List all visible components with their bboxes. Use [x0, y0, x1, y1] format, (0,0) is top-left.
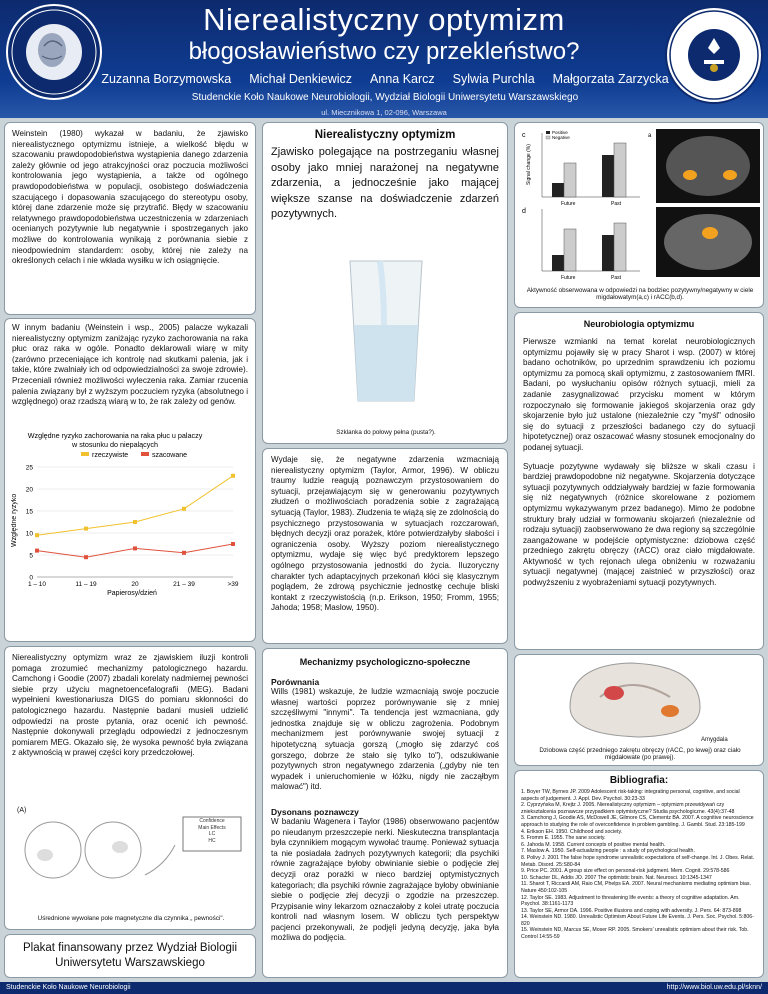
smokers-paragraph: W innym badaniu (Weinstein i wsp., 2005) palacze wykazali nierealistyczny optymizm zaniżając ryzyko zachorowania na raka płuc oraz raka w ogóle. Ponadto deklarowali wiarę w mity (zarówno przeceniające ich kontrolę nad skutkami palenia, jak i takie, które zwalniały ich od odpowiedzialności za swoje zdrowie). Przeceniali również możliwości wyleczenia raka. Zamiar rzucenia palenia związany był z wyższym poczuciem ryzyka (absolutnego i względnego) oraz rzadszą wiarą w to, że rak zależy od genów.: [12, 323, 248, 407]
data-point: [231, 542, 235, 546]
amygdala-label: Amygdala: [701, 737, 728, 743]
header-banner: [0, 0, 768, 118]
neurobiology-paragraph-2: Sytuacje pozytywne wydawały się bliższe w skali czasu i bardziej prawdopodobne niż negatywne. Skojarzenia dotyczące sytuacji pozytywnych oddziaływały bardziej w fazie formowania się niż negatywnych (różnice skorelowane z poziomem optymizmu wykazywanym przez badanego). Mimo że podobne struktury brały udział w formowaniu skojarzeń (niezależnie od rodzaju sytuacji) zaobserwowano że dwa regiony są szczególnie zaangażowane w podejście optymistyczne: dziobowa część przedniego zakrętu obręczy (rACC) oraz ciało migdałowate. Aktywność w tych rejonach ulega obniżeniu w rozważaniu sytuacji negatywnej (mającej zaistnieć w przyszłości) oraz podwyższeniu z wyobrażeniami sytuacji pozytywnych.: [523, 461, 755, 588]
neurobiology-paragraph-1: Pierwsze wzmianki na temat korelat neurobiologicznych optymizmu pojawiły się w pracy Sharot i wsp. (2007) w której badano ochotników, po uprzednim sprawdzeniu ich poziomu optymizmu za pomocą skali optymizmu, z zastosowaniem fMRI. Badani, po wysłuchaniu opisów różnych sytuacji, mieli za zadanie zasygnalizować przycisku moment w którym rozpoczynało się formowanie jakiegoś skojarzenia oraz gdy skojarzenie było już ustalone (niezależnie czy "myśl" odnosiło się do sytuacji z przeszłości badanego czy do sytuacji hipotetycznej) oraz oszacować własny stosunek emocjonalny do podanej sytuacji.: [523, 337, 755, 452]
legend-label: rzeczywiste: [92, 452, 129, 459]
data-point: [133, 546, 137, 550]
funding-text: Plakat finansowany przez Wydział Biologii Uniwersytetu Warszawskiego: [22, 942, 238, 969]
legend-swatch: [141, 452, 149, 456]
reference-item: 15. Weinstein ND, Marcus SE, Moser RP. 2005. Smokers' unrealistic optimism about their risk. Tob. Control 14:55-59: [521, 927, 749, 941]
legend-hc: HC: [208, 837, 216, 844]
data-point: [84, 555, 88, 559]
legend-lc: LC: [208, 831, 216, 837]
y-tick-label: 15: [25, 508, 33, 516]
data-point: [182, 551, 186, 555]
legend-label: szacowane: [152, 452, 188, 459]
dissonance-paragraph: W badaniu Wagenera i Taylor (1986) obserwowano pacjentów po nieudanym przeszczepie nerki. Nieskuteczna transplantacja była czynnikiem mogącym wywołać traumę. Ponieważ sytuacja ta nie posiadała żadnych pozytywnych kategorii; dla psychiki równie zagrażające byłoby obwinianie siebie o podjęcie złej decyzji oraz porażki w nieco bardziej optymistycznych kategoriach; dla psychiki równie zagrażające byłoby obwinianie siebie o podjęcie złej decyzji o zgodzie na przeszczep. Przypisanie winy lekarzom oznaczałoby z kolei utratę poczucia kontroli nad własnym losem. W obliczu tych perspektyw pacjenci przekonywali, że podjęli jedyną decyzję, jaka była możliwa do podjęcia.: [271, 816, 499, 943]
author: Małgorzata Zarzycka: [552, 72, 669, 86]
legend-label: Positive: [552, 130, 568, 135]
x-label: Past: [611, 201, 622, 207]
comparison-heading: Porównania: [271, 677, 320, 687]
footer-club: Studenckie Koło Naukowe Neurobiologii: [6, 984, 131, 991]
poster-title: Nierealistyczny optymizm: [203, 2, 565, 37]
adaptation-section: [262, 448, 508, 644]
legend-label: Negative: [552, 135, 570, 140]
reference-item: 9. Price PC. 2001. A group size effect on personal-risk judgment. Mem. Cognit. 29:578-586: [521, 868, 730, 875]
glass-caption: Szklanka do połowy pełna (pusta?).: [336, 429, 436, 436]
definition-heading: Nierealistyczny optymizm: [314, 129, 456, 141]
meg-caption: Uśrednione wywołane pole magnetyczne dla czynnika „ pewności".: [37, 915, 225, 922]
brain-image: [550, 657, 730, 741]
reference-item: 12. Taylor SE. 1983. Adjustment to threatening life events: a theory of cognitive adaptation. Am. Psychol. 38:1161-1173: [521, 894, 740, 908]
meg-panel-label: (A): [17, 807, 27, 814]
address: ul. Miecznikowa 1, 02-096, Warszawa: [321, 108, 447, 117]
club-logo: [6, 4, 102, 100]
x-tick-label: 1 – 10: [27, 581, 47, 588]
funding-box: [4, 934, 256, 978]
poster-subtitle: błogosławieństwo czy przekleństwo?: [188, 38, 580, 65]
y-tick-label: 0: [29, 574, 33, 582]
y-tick-label: 10: [25, 530, 33, 538]
gambling-paragraph: Nierealistyczny optymizm wraz ze zjawiskiem iluzji kontroli pomaga zrozumieć mechanizmy patologicznego hazardu. Camchong i Goodie (2007) zbadali korelaty nadmiernej pewności siebie przy użyciu magnetoencefalografii (MEG). Badani wypełnieni kwestionariusza DIGS do pomiaru skłonności do patologicznego hazardu. Następnie badani musieli udzielić odpowiedzi na proste pytania, oraz ocenić ich pewność. Następnie dokonywali przeglądu odpowiedzi z jednoczesnym pomiarem MEG. Okazało się, że wysoka pewność była związana z aktywnością w prawej części kory przedczołowej.: [12, 653, 248, 758]
legend-title: Confidence: [199, 818, 225, 824]
data-point: [133, 520, 137, 524]
fmri-caption: Aktywność obserwowana w odpowiedzi na bodziec pozytywny/negatywny w ciele migdałowatym(a,c) i rACC(b,d).: [526, 287, 754, 301]
bibliography-section: [514, 770, 764, 978]
fmri-bar-figure: [516, 125, 764, 285]
x-axis-label: Papierosy/dzień: [107, 590, 157, 597]
reference-item: 4. Erikson EH. 1950. Childhood and society.: [521, 828, 623, 835]
reference-item: 5. Fromm E. 1955. The sane society.: [521, 835, 606, 842]
risk-line-chart: [11, 427, 249, 597]
y-tick-label: 20: [25, 486, 33, 494]
reference-list: [521, 789, 757, 941]
data-point: [35, 533, 39, 537]
dissonance-heading: Dysonans poznawczy: [271, 806, 359, 817]
brain-figure-box: [514, 654, 764, 766]
x-label: Future: [561, 201, 576, 207]
weinstein-section: [4, 122, 256, 315]
adaptation-paragraph: Wydaje się, że negatywne zdarzenia wzmacniają nierealistyczny optymizm (Taylor, Armor, 1996). W obliczu traumy ludzie reagują poznawczym przystosowaniem do sytuacji, przejawiającym się w generowaniu pozytywnych złudzeń o możliwościach poradzenia sobie z zagrażającą sytuacją (Taylor, 1983). Złudzenia te wiążą się ze zdolnością do psychicznego przystosowania w sytuacjach rozczarowań, błędnych decyzji oraz porażek, które potwierdzałyby słabości i ograniczenia osoby. Wyższy poziom nierealistycznego optymizmu, wydaje się więc być predyktorem lepszego ogólnego przystosowania jednostki do życia. Iluzoryczny charakter tych adaptacyjnych przekonań kłóci się klasycznym poglądem, że zdrową psychicznie jednostkę cechuje bliski kontakt z rzeczywistością (n.p. Erikson, 1950; Fromm, 1955; Jahoda; 1958; Maslow, 1950).: [271, 455, 499, 613]
footer-bar: [0, 982, 768, 994]
author: Sylwia Purchla: [452, 72, 535, 86]
x-tick-label: 20: [131, 581, 139, 588]
meg-figure: [15, 805, 247, 905]
panel-label: c: [522, 132, 526, 139]
series-line: [37, 476, 233, 535]
comparison-paragraph: Wills (1981) wskazuje, że ludzie wzmacniają swoje poczucie własnej wartości poprzez porównywanie się z mniej szczęśliwymi "innymi". Ta tendencja jest wzmacniana, gdy jednostka znajduje się w obliczu zagrożenia. Podobnym mechanizmem jest porównywanie swojej sytuacji z hipotetyczną sytuacja gorszą („mogło się zdarzyć coś gorszego, dobrze że stało się tylko to"), odszukiwanie pozytywnych stron negatywnego zdarzenia („gdyby nie ten wypadek i unieruchomienie w łóżku, nigdy nie zacząłbym malować") itd.: [271, 687, 499, 792]
mechanisms-heading: Mechanizmy psychologiczno-społeczne: [299, 657, 471, 667]
reference-item: 8. Polivy J. 2001 The false hope syndrome unrealistic expectations of self-change. Int. J. Obes. Relat. Metab. Disord. 25:S80-84: [521, 854, 755, 868]
smokers-section: [4, 318, 256, 642]
x-label: Future: [561, 275, 576, 281]
chart-title: Względne ryzyko zachorowania na raka płuc u palaczy: [27, 431, 203, 440]
reference-item: 3. Camchong J, Goodie AS, McDowell JE, Gilmore CS, Clementz BA. 2007. A cognitive neuroscience approach to studying the role of overconfidence in problem gambling. J. Gambl. Stud. 23:185-199: [521, 815, 754, 828]
mechanisms-section: [262, 648, 508, 978]
reference-item: 1. Boyer TW, Byrnes JP. 2009 Adolescent risk-taking: integrating personal, cognitive, and social aspects of judgement. J. Appl. Dev. Psychol. 30:23-33: [521, 789, 740, 802]
y-tick-label: 25: [25, 464, 33, 472]
author: Anna Karcz: [370, 72, 435, 86]
neurobiology-heading: Neurobiologia optymizmu: [583, 319, 695, 329]
bibliography-heading: Bibliografia:: [609, 775, 669, 786]
x-tick-label: >39: [227, 581, 239, 588]
reference-item: 6. Jahoda M. 1958. Current concepts of positive mental health.: [521, 841, 666, 848]
legend-subtitle: Main Effects: [198, 824, 226, 831]
reference-item: 10. Schacter DL, Addis JO. 2007 The optimistic brain. Nat. Neurosci. 10:1345-1347: [521, 874, 712, 881]
neurobiology-section: [514, 312, 764, 650]
meg-legend: [183, 818, 241, 844]
reference-item: 7. Maslow A. 1950. Self-actualizing people : a study of psychological health.: [521, 848, 695, 855]
gambling-section: [4, 646, 256, 930]
reference-item: 11. Sharot T, Riccardi AM, Raio CM, Phelps EA. 2007. Neural mechanisms mediating optimism bias. Nature 450:102-105: [521, 881, 751, 894]
y-tick-label: 5: [29, 552, 33, 560]
university-seal: [665, 6, 763, 104]
panel-label: d: [522, 208, 526, 215]
reference-item: 2. Cyprzyńska M, Krejtz J. 2005. Nierealistyczny optymizm – optymizm przewidywań czy zniekształcenia poznawcze przypadkiem optymistyczne? Studia psychologiczne. 43(4):37-48: [521, 802, 735, 815]
brain-caption: Dziobowa część przedniego zakrętu obręczy (rACC, po lewej) oraz ciało migdałowate (po prawej).: [539, 747, 741, 761]
data-point: [182, 507, 186, 511]
chart-subtitle: w stosunku do niepalących: [72, 440, 158, 449]
x-tick-label: 11 – 19: [75, 581, 97, 588]
data-point: [35, 549, 39, 553]
weinstein-paragraph: Weinstein (1980) wykazał w badaniu, że zjawisko nierealistycznego optymizmu istnieje, a wielkość błędu w szacowaniu prawdopodobieństwa wystąpienia danego zdarzenia zależy głównie od jego atrakcyjności oraz poczucia możliwości kontrolowania jego wystąpienia, a także od ogólnego prawdopodobieństwa w populacji, osobistego doświadczenia szacującego i dopasowania szacującego do stereotypu osoby, której dane zdarzenie może się przytrafić. Błędy w szacowaniu relatywnego prawdopodobieństwa uczestniczenia w zdarzeniach ocenianych pozytywnie lub negatywnie i spostrzeganych jako możliwe do kontrolowania wynikają z porównania siebie z nieodpowiednim standardem: osoby, której nie zależy na określonych celach i nie wkłada wysiłku w ich osiągnięcie.: [12, 129, 248, 266]
reference-item: 14. Weinstein ND. 1980. Unrealistic Optimism About Future Life Events. J. Pers. Soc. Psychol. 5:806-820: [521, 914, 754, 927]
affiliation: Studenckie Koło Naukowe Neurobiologii, Wydział Biologii Uniwersytetu Warszawskiego: [191, 92, 579, 103]
data-point: [231, 474, 235, 478]
author: Michał Denkiewicz: [249, 72, 353, 86]
fmri-figure-box: [514, 122, 764, 308]
glass-image: [326, 255, 446, 405]
reference-item: 13. Taylor SE, Armor DA. 1996. Positive illusions and coping with adversity. J. Pers. 64: 873-898: [521, 907, 742, 914]
x-tick-label: 21 – 39: [173, 581, 195, 588]
y-axis-label: Względne ryzyko: [11, 493, 18, 547]
author-list: [100, 72, 670, 86]
panel-label: a: [648, 133, 652, 139]
footer-url[interactable]: http://www.biol.uw.edu.pl/sknn/: [666, 984, 762, 991]
definition-text: Zjawisko polegające na postrzeganiu własnej osoby jako mniej narażonej na negatywne zdarzenia, a jednocześnie jako mającej większe szanse na doświadczenie zdarzeń pozytywnych.: [271, 146, 499, 220]
x-label: Past: [611, 275, 622, 281]
legend-swatch: [81, 452, 89, 456]
data-point: [84, 527, 88, 531]
definition-section: [262, 122, 508, 444]
author: Zuzanna Borzymowska: [101, 72, 232, 86]
y-axis-label: Signal change (%): [526, 144, 532, 185]
